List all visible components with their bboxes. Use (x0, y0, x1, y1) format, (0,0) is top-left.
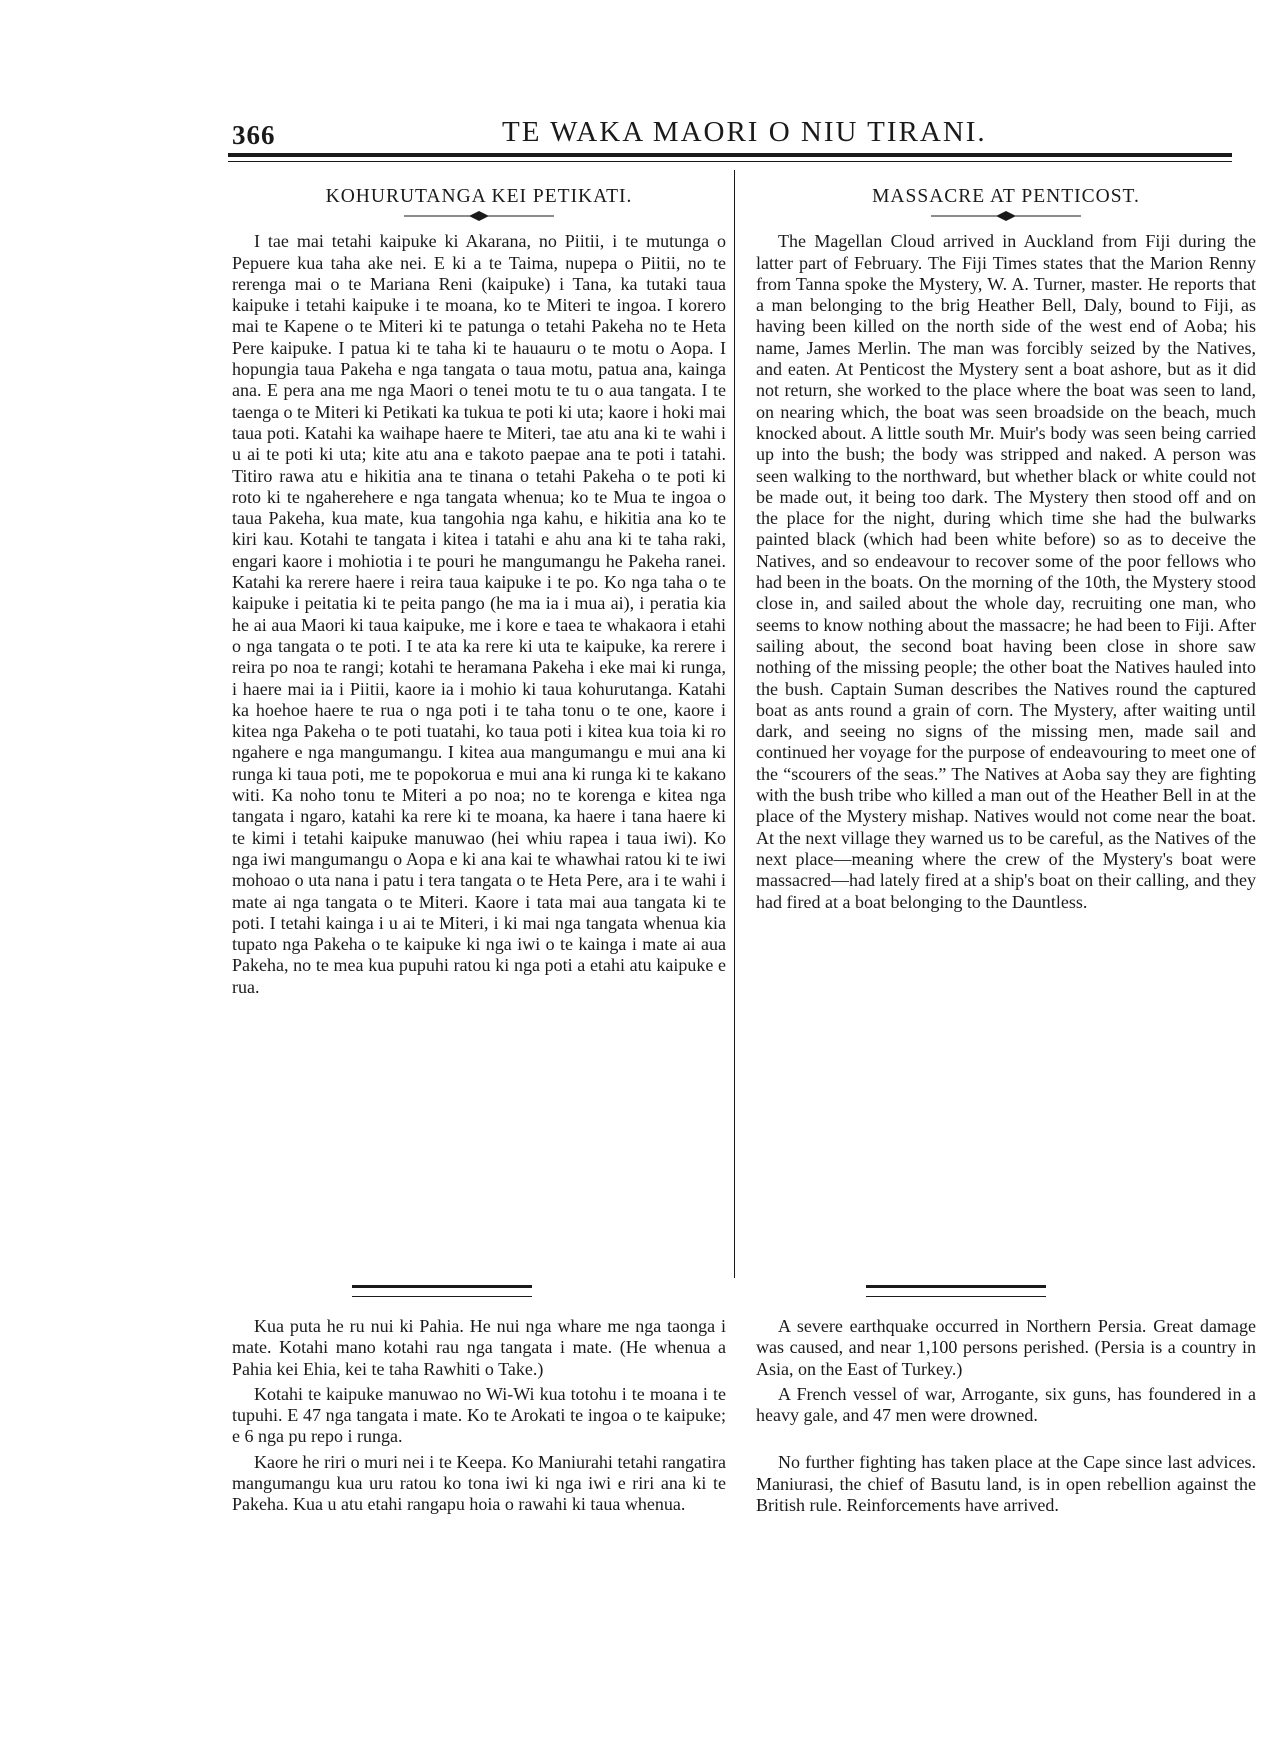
header-rule-thin (228, 161, 1232, 162)
english-article (756, 186, 1256, 917)
maori-article-heading: KOHURUTANGA KEI PETIKATI. (325, 186, 633, 207)
column-divider (734, 170, 735, 1278)
news-note-earthquake-maori: Kua puta he ru nui ki Pahia. He nui nga whare me nga taonga i mate. Kotahi mano kotahi rau nga tangata i mate. (He whenua a Pahia kei Ehia, kei te taha Rawhiti o Take.) (232, 1316, 726, 1379)
page-header (232, 116, 1057, 156)
section-separator-left (352, 1285, 532, 1297)
paper-title: TE WAKA MAORI O NIU TIRANI. (502, 116, 987, 148)
header-rule-thick (228, 153, 1232, 157)
english-article-heading: MASSACRE AT PENTICOST. (872, 186, 1140, 207)
news-note-french-vessel: A French vessel of war, Arrogante, six guns, has foundered in a heavy gale, and 47 men were drowned. (756, 1383, 1256, 1426)
news-note-cape: No further fighting has taken place at the Cape since last advices. Maniurasi, the chief of Basutu land, is in open rebellion against the British rule. Reinforcements have arrived. (756, 1452, 1256, 1516)
maori-article (232, 186, 726, 1002)
news-note-earthquake: A severe earthquake occurred in Northern Persia. Great damage was caused, and near 1,100 persons perished. (Persia is a country in Asia, on the East of Turkey.) (756, 1316, 1256, 1379)
heading-ornament (931, 211, 1081, 221)
news-note-french-vessel-maori: Kotahi te kaipuke manuwao no Wi-Wi kua totohu i te moana i te tupuhi. E 47 nga tangata i mate. Ko te Arokati te ingoa o te kaipuke; e 6 nga pu repo i runga. (232, 1383, 726, 1447)
heading-ornament (404, 211, 554, 221)
page-number: 366 (232, 120, 276, 150)
maori-news-notes (232, 1316, 726, 1520)
english-news-notes (756, 1316, 1256, 1520)
news-note-cape-maori: Kaore he riri o muri nei i te Keepa. Ko Maniurahi tetahi rangatira mangumangu kua uru ratou ko tona iwi ki nga iwi e riri ana ki te Pakeha. Kua u atu etahi rangapu hoia o rawahi ki taua whenua. (232, 1451, 726, 1515)
maori-article-body: I tae mai tetahi kaipuke ki Akarana, no Piitii, i te mutunga o Pepuere kua taha ake nei. E ki a te Taima, nupepa o Piitii, no te rerenga mai o te Mariana Reni (kaipuke) i Tana, ka tutaki taua kaipuke i tetahi kaipuke i te moana, ko te Miteri te ingoa. I korero mai te Kapene o te Miteri ki te patunga o tetahi Pakeha no te Heta Pere kaipuke. I patua ki te taha ki te hauauru o te motu o Aopa. I hopungia taua Pakeha e nga tangata o taua motu, patua ana, kainga ana. E pera ana me nga Maori o tenei motu te tu o aua tangata. I te taenga o te Miteri ki Petikati ka tukua te poti ki uta; kaore i hoki mai taua poti. Katahi ka waihape haere te Miteri, tae atu ana ki te wahi i u ai te poti ki uta; kite atu ana e takoto paepae ana te poti i tatahi. Titiro rawa atu e hikitia ana te tinana o tetahi Pakeha o te poti ki roto ki te ngaherehere e nga tangata whenua; ko te Mua te ingoa o taua Pakeha, kua mate, kua tangohia nga kahu, e hikitia ana ko te kiri kau. Kotahi te tangata i kitea i tatahi e ahu ana ki te taha raki, engari kaore i mohiotia i te pouri he mangumangu he Pakeha ranei. Katahi ka rerere haere i reira taua kaipuke i te po. Ko nga taha o te kaipuke i peitatia ki te peita pango (he ma ia i mua ai), i peratia kia he ai aua Maori ki taua kaipuke, me i kore e taea te whakaora i etahi o nga tangata o te poti. I te ata ka rere ki uta te kaipuke, ka rerere i reira po noa te rangi; kotahi te heramana Pakeha i eke mai ki runga, i haere mai ia i Piitii, kaore ia i mohio ki taua kohurutanga. Katahi ka hoehoe haere te rua o nga poti i te taha tonu o te one, kaore i kitea nga Pakeha o te poti tuatahi, ko taua poti i kitea kua toia ki ro ngahere e nga mangumangu. I kitea aua mangumangu e mui ana ki runga ki taua poti, me te popokorua e mui ana ki runga ki te kakano witi. Ka noho tonu te Miteri a po noa; no te korenga e kitea nga tangata i ngaro, katahi ka rere ki te moana, ka haere i tana haere ki te kimi i tetahi kaipuke manuwao (hei whiu rapea i taua iwi). Ko nga iwi mangumangu o Aopa e ki ana kai te whawhai ratou ki te iwi mohoao o uta nana i patu i tera tangata o te Heta Pere, ara i te wahi i mate ai nga tangata o te Miteri. Kaore i tata mai aua tangata ki te poti. I tetahi kainga i u ai te Miteri, i ki mai nga tangata whenua kia tupato nga Pakeha o te kaipuke ki nga iwi o te kainga i mate ai aua Pakeha, no te mea kua pupuhi ratou ki nga poti a etahi atu kaipuke e rua. (232, 231, 726, 997)
english-article-body: The Magellan Cloud arrived in Auckland from Fiji during the latter part of February. The Fiji Times states that the Marion Renny from Tanna spoke the Mystery, W. A. Turner, master. He reports that a man belonging to the brig Heather Bell, Daly, bound to Fiji, as having been killed on the north side of the west end of Aoba; his name, James Merlin. The man was forcibly seized by the Natives, and eaten. At Penticost the Mystery sent a boat ashore, but as it did not return, she worked to the place where the boat was seen to land, on nearing which, the boat was seen broadside on the beach, much knocked about. A little south Mr. Muir's body was seen being carried up into the bush; the body was stripped and naked. A person was seen walking to the northward, but whether black or white could not be made out, it being too dark. The Mystery then stood off and on the place for the night, during which time she had the bulwarks painted black (which had been white before) so as to deceive the Natives, and so endeavour to recover some of the poor fellows who had been in the boats. On the morning of the 10th, the Mystery stood close in, and sailed about the whole day, recruiting one man, who seems to know nothing about the massacre; he had been to Fiji. After sailing about, the second boat having been close in shore saw nothing of the missing people; the other boat the Natives hauled into the bush. Captain Suman describes the Natives round the captured boat as ants round a grain of corn. The Mystery, after waiting until dark, and seeing no signs of the missing men, made sail and continued her voyage for the purpose of endeavouring to meet one of the “scourers of the seas.” The Natives at Aoba say they are fighting with the bush tribe who killed a man out of the Heather Bell in at the place of the Mystery mishap. Natives would not come near the boat. At the next village they warned us to be careful, as the Natives of the next place—meaning where the crew of the Mystery's boat were massacred—had lately fired at a ship's boat on their calling, and they had fired at a boat belonging to the Dauntless. (756, 231, 1256, 912)
section-separator-right (866, 1285, 1046, 1297)
